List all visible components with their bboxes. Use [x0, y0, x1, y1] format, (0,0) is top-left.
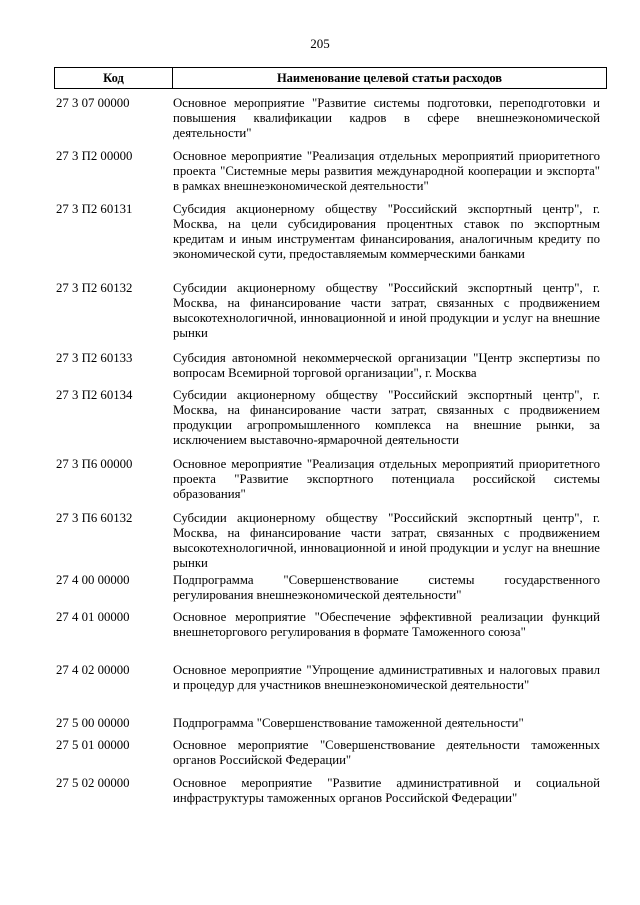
- row-name: Основное мероприятие "Упрощение административных и налоговых правил и процедур для участников внешнеэкономической деятельности": [173, 663, 600, 692]
- table-row: [54, 281, 607, 351]
- table-row: [54, 457, 607, 511]
- table-row: [54, 388, 607, 457]
- header-name: Наименование целевой статьи расходов: [276, 70, 503, 85]
- row-name: Подпрограмма "Совершенствование системы государственного регулирования внешнеэкономической деятельности": [173, 573, 600, 602]
- table-row: [54, 716, 607, 738]
- row-code: 27 4 00 00000: [56, 573, 130, 587]
- page-number: 205: [310, 36, 330, 51]
- header-code: Код: [55, 68, 173, 88]
- table-row: [54, 663, 607, 716]
- table-row: [54, 351, 607, 388]
- row-code: 27 5 01 00000: [56, 738, 130, 752]
- table-body: [54, 96, 607, 814]
- table-row: [54, 96, 607, 149]
- row-code: 27 3 П2 60133: [56, 351, 133, 365]
- table-row: [54, 511, 607, 573]
- row-code: 27 3 П6 60132: [56, 511, 133, 525]
- row-name: Основное мероприятие "Реализация отдельных мероприятий приоритетного проекта "Системные меры развития международной кооперации и экспорта" в рамках внешнеэкономической деятельности": [173, 149, 600, 193]
- row-name: Основное мероприятие "Совершенствование деятельности таможенных органов Российской Федерации": [173, 738, 600, 767]
- row-name: Субсидия акционерному обществу "Российский экспортный центр", г. Москва, на цели субсидирования процентных ставок по экспортным кредитам и иным инструментам финансирования, аналогичным кредиту по экономической сути, предоставляемым коммерческими банками: [173, 202, 600, 261]
- row-name: Подпрограмма "Совершенствование таможенной деятельности": [173, 716, 524, 730]
- row-name: Основное мероприятие "Развитие системы подготовки, переподготовки и повышения квалификации кадров в сфере внешнеэкономической деятельности": [173, 96, 600, 140]
- table-row: [54, 149, 607, 202]
- table-row: [54, 610, 607, 663]
- table-row: [54, 776, 607, 814]
- row-name: Основное мероприятие "Развитие административной и социальной инфраструктуры таможенных органов Российской Федерации": [173, 776, 600, 805]
- row-name: Субсидии акционерному обществу "Российский экспортный центр", г. Москва, на финансирование части затрат, связанных с продвижением высокотехнологичной, инновационной и иной продукции и услуг на внешние рынки: [173, 511, 600, 570]
- table-row: [54, 738, 607, 776]
- row-code: 27 5 02 00000: [56, 776, 130, 790]
- row-name: Субсидии акционерному обществу "Российский экспортный центр", г. Москва, на финансирование части затрат, связанных с продвижением продукции агропромышленного комплекса на внешние рынки, за исключением выставочно-ярмарочной деятельности: [173, 388, 600, 447]
- row-code: 27 3 П2 60132: [56, 281, 133, 295]
- row-name: Основное мероприятие "Обеспечение эффективной реализации функций внешнеторгового регулирования в формате Таможенного союза": [173, 610, 600, 639]
- row-code: 27 3 П6 00000: [56, 457, 133, 471]
- row-code: 27 4 01 00000: [56, 610, 130, 624]
- row-name: Субсидии акционерному обществу "Российский экспортный центр", г. Москва, на финансирование части затрат, связанных с продвижением высокотехнологичной, инновационной и иной продукции и услуг на внешние рынки: [173, 281, 600, 340]
- row-name: Субсидия автономной некоммерческой организации "Центр экспертизы по вопросам Всемирной торговой организации", г. Москва: [173, 351, 600, 380]
- row-code: 27 5 00 00000: [56, 716, 130, 730]
- table-header: [54, 67, 607, 89]
- row-code: 27 3 07 00000: [56, 96, 130, 110]
- row-code: 27 4 02 00000: [56, 663, 130, 677]
- row-code: 27 3 П2 60131: [56, 202, 133, 216]
- row-name: Основное мероприятие "Реализация отдельных мероприятий приоритетного проекта "Развитие экспортного потенциала российской системы образования": [173, 457, 600, 501]
- table-row: [54, 202, 607, 281]
- table-row: [54, 573, 607, 610]
- row-code: 27 3 П2 60134: [56, 388, 133, 402]
- row-code: 27 3 П2 00000: [56, 149, 133, 163]
- budget-classification-table: [54, 67, 607, 814]
